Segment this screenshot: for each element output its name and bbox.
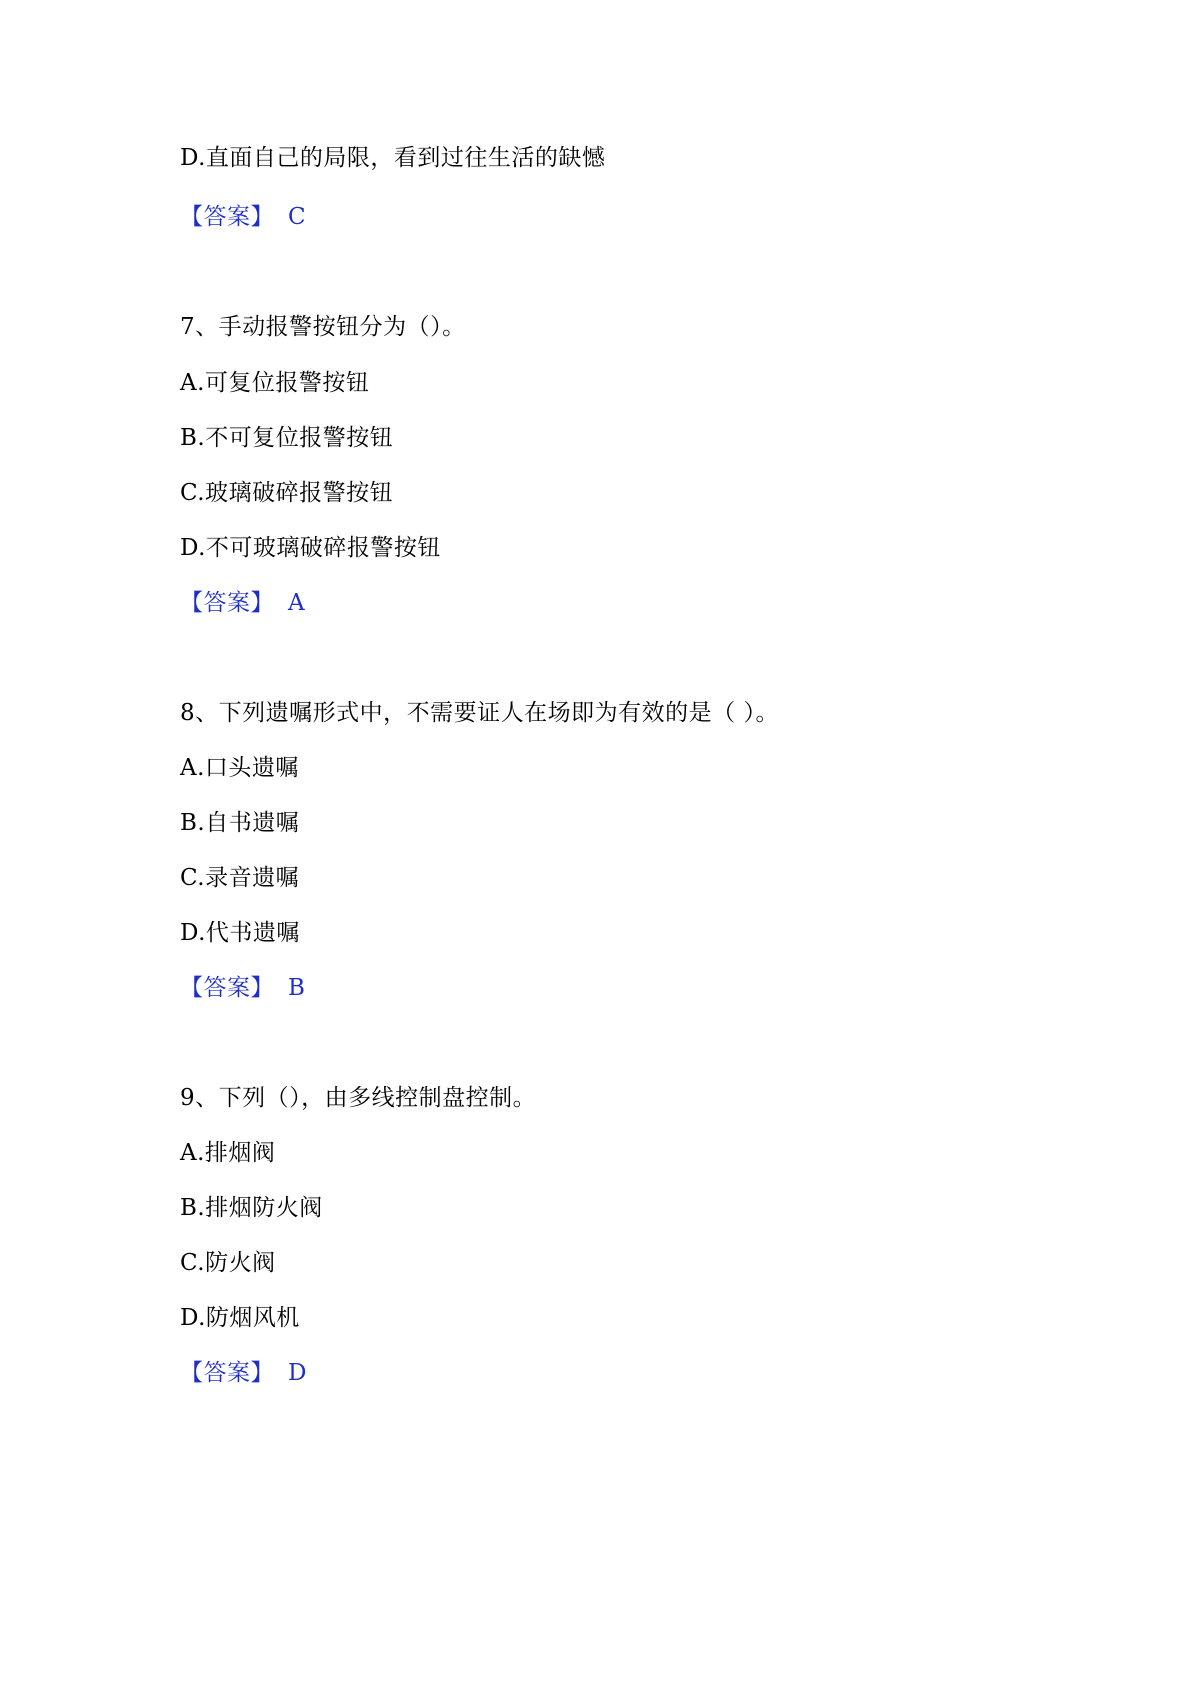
question-7-option-b: B.不可复位报警按钮: [180, 425, 394, 451]
question-9-answer: [180, 1358, 307, 1388]
question-8-option-a: A.口头遗嘱: [180, 755, 299, 781]
question-9-option-b: B.排烟防火阀: [180, 1195, 323, 1221]
answer-value: D: [288, 1360, 307, 1386]
question-8-option-c: C.录音遗嘱: [180, 865, 300, 891]
answer-value: A: [288, 590, 306, 616]
question-9-option-c: C.防火阀: [180, 1250, 276, 1276]
question-9-option-a: A.排烟阀: [180, 1140, 276, 1166]
answer-value: C: [288, 204, 307, 230]
answer-value: B: [288, 975, 306, 1001]
question-9-option-d: D.防烟风机: [180, 1305, 300, 1331]
question-8-option-d: D.代书遗嘱: [180, 920, 300, 946]
question-7-option-d: D.不可玻璃破碎报警按钮: [180, 535, 441, 561]
answer-label: 【答案】: [180, 204, 274, 230]
option-d-prev: D.直面自己的局限，看到过往生活的缺憾: [180, 145, 606, 171]
question-8-option-b: B.自书遗嘱: [180, 810, 300, 836]
answer-prev: [180, 202, 306, 232]
question-7-stem: 7、手动报警按钮分为（）。: [180, 314, 466, 340]
answer-label: 【答案】: [180, 1360, 274, 1386]
question-8-answer: [180, 973, 305, 1003]
question-7-option-a: A.可复位报警按钮: [180, 370, 370, 396]
answer-label: 【答案】: [180, 590, 274, 616]
question-7-answer: [180, 588, 305, 618]
question-8-stem: 8、下列遗嘱形式中，不需要证人在场即为有效的是（ ）。: [180, 700, 779, 726]
answer-label: 【答案】: [180, 975, 274, 1001]
question-9-stem: 9、下列（），由多线控制盘控制。: [180, 1085, 537, 1111]
question-7-option-c: C.玻璃破碎报警按钮: [180, 480, 394, 506]
